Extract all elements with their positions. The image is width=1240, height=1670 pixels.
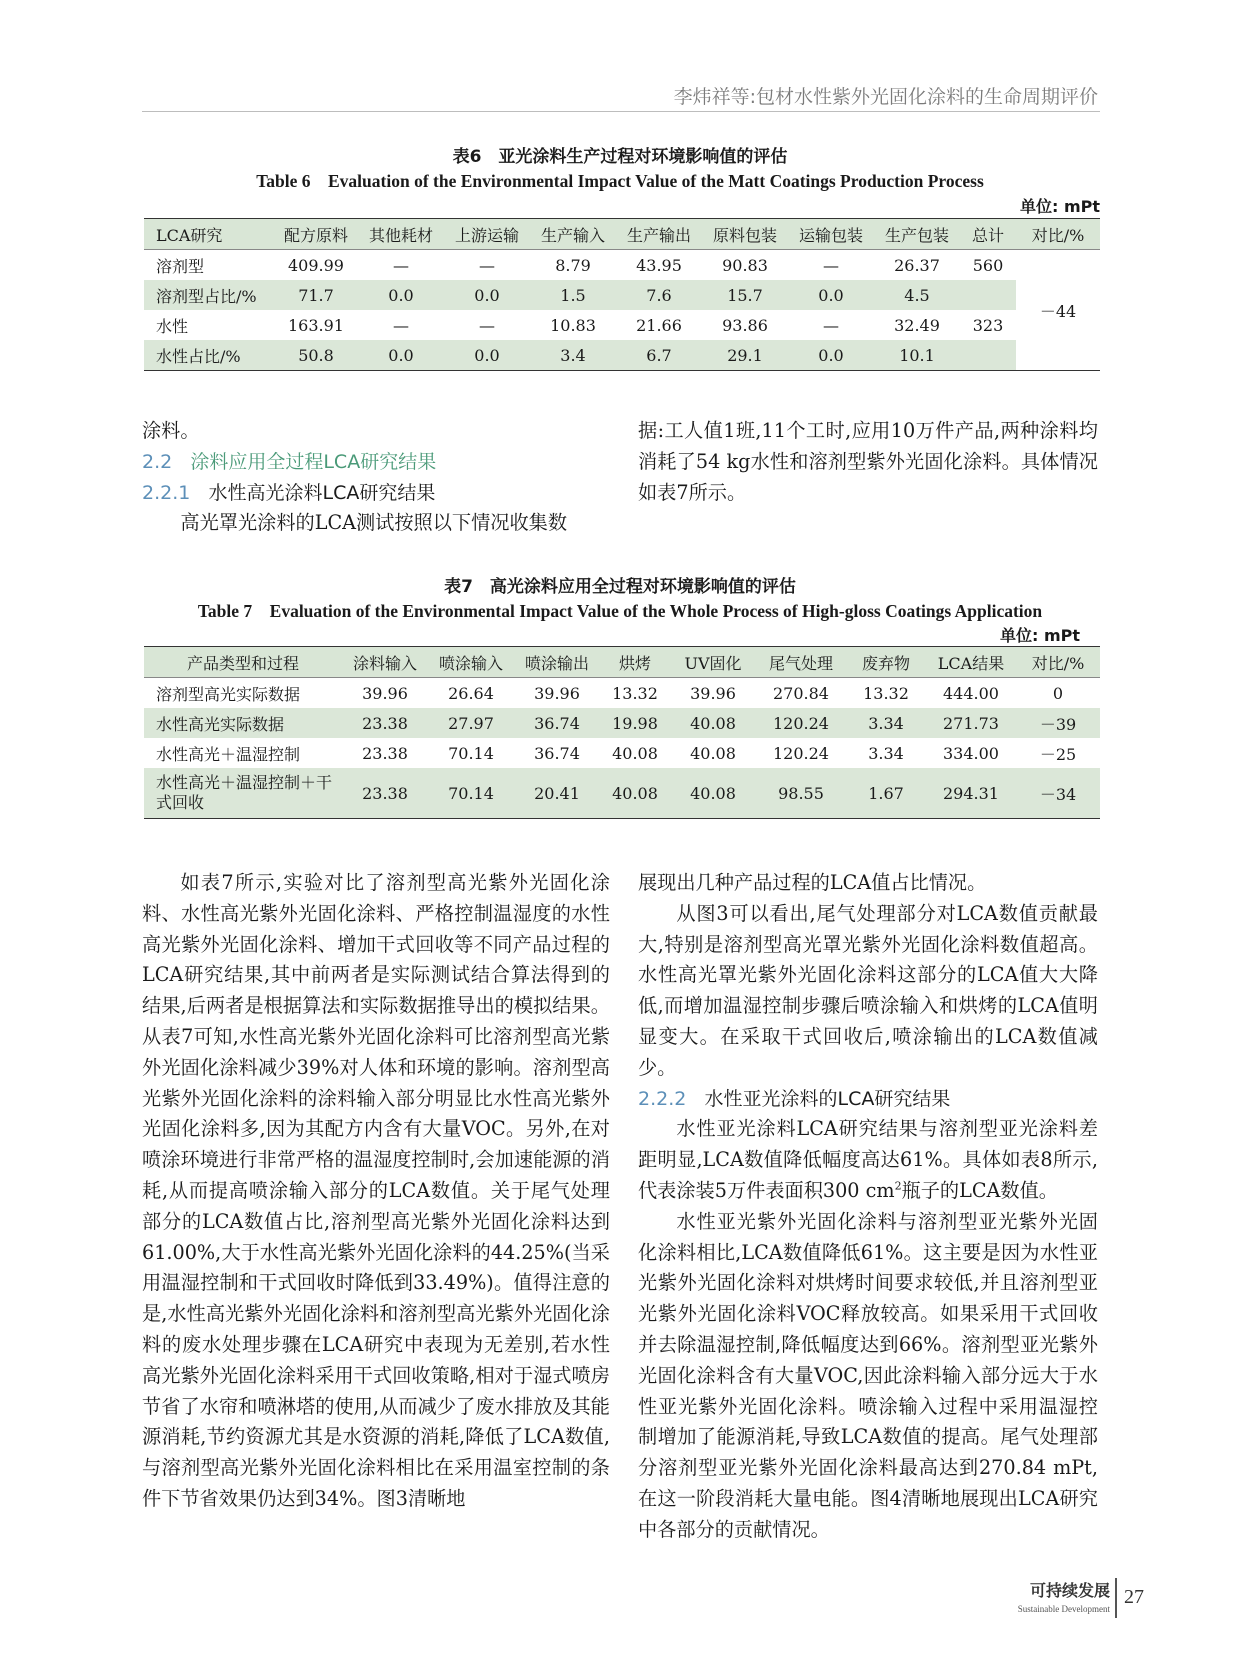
table6-col-header: 总计 (960, 219, 1016, 250)
paragraph: 如表7所示,实验对比了溶剂型高光紫外光固化涂料、水性高光紫外光固化涂料、严格控制温湿度的水性高光紫外光固化涂料、增加干式回收等不同产品过程的LCA研究结果,其中前两者是实际测试结合算法得到的结果,后两者是根据算法和实际数据推导出的模拟结果。从表7可知,水性高光紫外光固化涂料可比溶剂型高光紫外光固化涂料减少39%对人体和环境的影响。溶剂型高光紫外光固化涂料的涂料输入部分明显比水性高光紫外光固化涂料多,因为其配方内含有大量VOC。另外,在对喷涂环境进行非常严格的温湿度控制时,会加速能源的消耗,从而提高喷涂输入部分的LCA数值。关于尾气处理部分的LCA数值占比,溶剂型高光紫外光固化涂料达到61.00%,大于水性高光紫外光固化涂料的44.25%(当采用温湿控制和干式回收时降低到33.49%)。值得注意的是,水性高光紫外光固化涂料和溶剂型高光紫外光固化涂料的废水处理步骤在LCA研究中表现为无差别,若水性高光紫外光固化涂料采用干式回收策略,相对于湿式喷房节省了水帘和喷淋塔的使用,从而减少了废水排放及其能源消耗,节约资源尤其是水资源的消耗,降低了LCA数值,与溶剂型高光紫外光固化涂料相比在采用温室控制的条件下节省效果仍达到34%。图3清晰地 (142, 871, 610, 1510)
table-cell: 334.00 (943, 743, 999, 763)
right-column-top (638, 416, 1098, 508)
table-cell: 水性高光＋温湿控制 (156, 744, 301, 764)
right-column-bottom (638, 868, 1098, 1546)
table-cell: 40.08 (670, 768, 756, 819)
table-cell: 163.91 (288, 315, 344, 335)
table-cell: 39.96 (690, 683, 736, 703)
table-cell: 15.7 (702, 280, 788, 310)
table-cell: 39.96 (362, 683, 408, 703)
table-cell: 93.86 (722, 315, 768, 335)
footer-divider (1115, 1578, 1117, 1618)
table-row (144, 708, 1100, 738)
table6-col-header: 对比/% (1016, 219, 1100, 250)
table-cell: 26.37 (894, 255, 940, 275)
table-cell: 21.66 (636, 315, 682, 335)
page-number: 27 (1124, 1586, 1144, 1608)
table-cell: 8.79 (555, 255, 591, 275)
paragraph (638, 1114, 1098, 1206)
running-title: 李炜祥等:包材水性紫外光固化涂料的生命周期评价 (673, 86, 1098, 108)
table7-unit: 单位: mPt (999, 626, 1080, 645)
table-cell: 10.83 (550, 315, 596, 335)
table-cell: 0.0 (358, 280, 444, 310)
table-row (144, 340, 1100, 371)
table7-col-header: 喷涂输出 (514, 647, 600, 678)
table-cell: 0.0 (444, 340, 530, 371)
table-cell: 水性高光＋温湿控制＋干式回收 (144, 768, 342, 819)
table-row (144, 250, 1100, 281)
section-title: 水性亚光涂料的LCA研究结果 (704, 1087, 951, 1110)
table7-col-header: 产品类型和过程 (144, 647, 342, 678)
table-cell: 40.08 (690, 743, 736, 763)
table-row (144, 678, 1100, 709)
table7-header-row (144, 647, 1100, 678)
section-heading-2-2-2 (638, 1084, 1098, 1115)
table6-col-header: 生产输入 (530, 219, 616, 250)
table7-col-header: 喷涂输入 (428, 647, 514, 678)
table-cell: 560 (972, 255, 1004, 275)
section-number: 2.2.2 (638, 1087, 687, 1110)
table-cell: 19.98 (600, 708, 670, 738)
left-column-top (142, 416, 610, 539)
paragraph: 据:工人值1班,11个工时,应用10万件产品,两种涂料均消耗了54 kg水性和溶剂型紫外光固化涂料。具体情况如表7所示。 (638, 419, 1098, 504)
table-cell: 36.74 (514, 708, 600, 738)
table-cell: 溶剂型 (156, 256, 205, 276)
table-cell: 39.96 (534, 683, 580, 703)
table-cell: 水性高光实际数据 (144, 708, 342, 738)
section-heading-2-2 (142, 447, 610, 478)
table-cell: 溶剂型高光实际数据 (156, 684, 301, 704)
paragraph: 涂料。 (142, 419, 200, 442)
table-cell: 1.67 (846, 768, 926, 819)
table-cell: — (393, 255, 409, 275)
table-cell: 1.5 (530, 280, 616, 310)
table-cell: 32.49 (894, 315, 940, 335)
table-cell: — (823, 315, 839, 335)
table-cell: 27.97 (428, 708, 514, 738)
table-cell: 水性 (156, 316, 189, 336)
table6-col-header: 配方原料 (274, 219, 358, 250)
table-cell: 13.32 (612, 683, 658, 703)
table6-col-header: 上游运输 (444, 219, 530, 250)
table-cell: －25 (1039, 744, 1077, 764)
table6-col-header: 运输包装 (788, 219, 874, 250)
table6-compare-cell: －44 (1016, 250, 1100, 371)
table-cell: 70.14 (448, 743, 494, 763)
table-cell: 98.55 (756, 768, 846, 819)
table-cell: — (479, 315, 495, 335)
table-cell: 120.24 (773, 743, 829, 763)
table6-caption-en: Table 6 Evaluation of the Environmental Impact Value of the Matt Coatings Production Process (256, 171, 984, 191)
table-cell: 40.08 (612, 743, 658, 763)
header-rule (142, 111, 1100, 112)
table-cell: 26.64 (448, 683, 494, 703)
section-heading-2-2-1 (142, 478, 610, 509)
table6-header-row (144, 219, 1100, 250)
paragraph: 从图3可以看出,尾气处理部分对LCA数值贡献最大,特别是溶剂型高光罩光紫外光固化涂料数值超高。水性高光罩光紫外光固化涂料这部分的LCA值大大降低,而增加温湿控制步骤后喷涂输入和烘烤的LCA值明显变大。在采取干式回收后,喷涂输出的LCA数值减少。 (638, 901, 1098, 1079)
table7-caption-zh: 表7 高光涂料应用全过程对环境影响值的评估 (444, 577, 796, 597)
table-cell (960, 340, 1016, 371)
table6-col-header: 其他耗材 (358, 219, 444, 250)
table-cell: 29.1 (702, 340, 788, 371)
table-cell: 4.5 (874, 280, 960, 310)
table-cell: 40.08 (600, 768, 670, 819)
table7-col-header: 对比/% (1016, 647, 1100, 678)
table7-col-header: 烘烤 (600, 647, 670, 678)
table-cell: 0.0 (788, 340, 874, 371)
table-cell: －34 (1016, 768, 1100, 819)
table-cell: 20.41 (514, 768, 600, 819)
text-run: 水性亚光涂料LCA研究结果与溶剂型亚光涂料差距明显,LCA数值降低幅度高达61%。具体如表8所示,代表涂装5万件表面积300 cm (638, 1117, 1098, 1202)
table7-col-header: 废弃物 (846, 647, 926, 678)
table7-col-header: UV固化 (670, 647, 756, 678)
table-cell: 23.38 (342, 708, 428, 738)
table-cell: — (479, 255, 495, 275)
table6-caption-zh: 表6 亚光涂料生产过程对环境影响值的评估 (452, 147, 788, 167)
table-cell: 71.7 (274, 280, 358, 310)
table-cell: 3.4 (530, 340, 616, 371)
table-cell: 3.34 (846, 708, 926, 738)
paragraph: 高光罩光涂料的LCA测试按照以下情况收集数 (180, 511, 568, 535)
section-number: 2.2.1 (142, 481, 191, 504)
table-cell: 23.38 (362, 743, 408, 763)
table-row (144, 768, 1100, 819)
table-cell: 444.00 (943, 683, 999, 703)
table7-col-header: 涂料输入 (342, 647, 428, 678)
superscript: 2 (894, 1179, 902, 1193)
left-column-bottom (142, 868, 610, 1515)
journal-name: 可持续发展 (1029, 1581, 1110, 1600)
table-cell (960, 280, 1016, 310)
table-row (144, 280, 1100, 310)
table7 (144, 646, 1100, 819)
table-cell: 43.95 (636, 255, 682, 275)
table7-col-header: 尾气处理 (756, 647, 846, 678)
table-cell: 0.0 (358, 340, 444, 371)
table-row (144, 738, 1100, 768)
table-cell: －39 (1016, 708, 1100, 738)
table-cell: 409.99 (288, 255, 344, 275)
table6-col-header: 生产输出 (616, 219, 702, 250)
table-cell: 40.08 (670, 708, 756, 738)
section-title: 涂料应用全过程LCA研究结果 (190, 450, 437, 473)
table-cell: 0.0 (788, 280, 874, 310)
table-cell: 271.73 (926, 708, 1016, 738)
table-cell: 90.83 (722, 255, 768, 275)
table-cell: 294.31 (926, 768, 1016, 819)
table7-caption-en: Table 7 Evaluation of the Environmental Impact Value of the Whole Process of High-gloss Coatings Application (197, 601, 1043, 621)
table7-col-header: LCA结果 (926, 647, 1016, 678)
table6-col-header: 生产包装 (874, 219, 960, 250)
table-cell: 36.74 (534, 743, 580, 763)
paragraph: 水性亚光紫外光固化涂料与溶剂型亚光紫外光固化涂料相比,LCA数值降低61%。这主要是因为水性亚光紫外光固化涂料对烘烤时间要求较低,并且溶剂型亚光紫外光固化涂料VOC释放较高。如果采用干式回收并去除温湿控制,降低幅度达到66%。溶剂型亚光紫外光固化涂料含有大量VOC,因此涂料输入部分远大于水性亚光紫外光固化涂料。喷涂输入过程中采用温湿控制增加了能源消耗,导致LCA数值的提高。尾气处理部分溶剂型亚光紫外光固化涂料最高达到270.84 mPt,在这一阶段消耗大量电能。图4清晰地展现出LCA研究中各部分的贡献情况。 (638, 1209, 1098, 1541)
table-cell: 13.32 (863, 683, 909, 703)
journal-name-en: Sustainable Development (1017, 1604, 1110, 1614)
table-row (144, 310, 1100, 340)
text-run: 瓶子的LCA数值。 (901, 1178, 1058, 1202)
table-cell: 270.84 (773, 683, 829, 703)
table-cell: 50.8 (274, 340, 358, 371)
table-cell: 7.6 (616, 280, 702, 310)
table6 (144, 218, 1100, 371)
table-cell: — (823, 255, 839, 275)
table-cell: 323 (972, 315, 1004, 335)
table-cell: — (393, 315, 409, 335)
table-cell: 120.24 (756, 708, 846, 738)
section-number: 2.2 (142, 450, 173, 473)
table6-col-header: 原料包装 (702, 219, 788, 250)
table-cell: 70.14 (428, 768, 514, 819)
section-title: 水性高光涂料LCA研究结果 (208, 481, 436, 504)
paragraph: 展现出几种产品过程的LCA值占比情况。 (638, 871, 987, 894)
table-cell: 水性占比/% (144, 340, 274, 371)
table-cell: 0 (1052, 683, 1064, 703)
table-cell: 10.1 (874, 340, 960, 371)
table6-col-header: LCA研究 (144, 219, 274, 250)
table-cell: 0.0 (444, 280, 530, 310)
table-cell: 溶剂型占比/% (144, 280, 274, 310)
table-cell: 3.34 (868, 743, 904, 763)
table6-unit: 单位: mPt (1019, 197, 1100, 216)
table-cell: 23.38 (342, 768, 428, 819)
table-cell: 6.7 (616, 340, 702, 371)
